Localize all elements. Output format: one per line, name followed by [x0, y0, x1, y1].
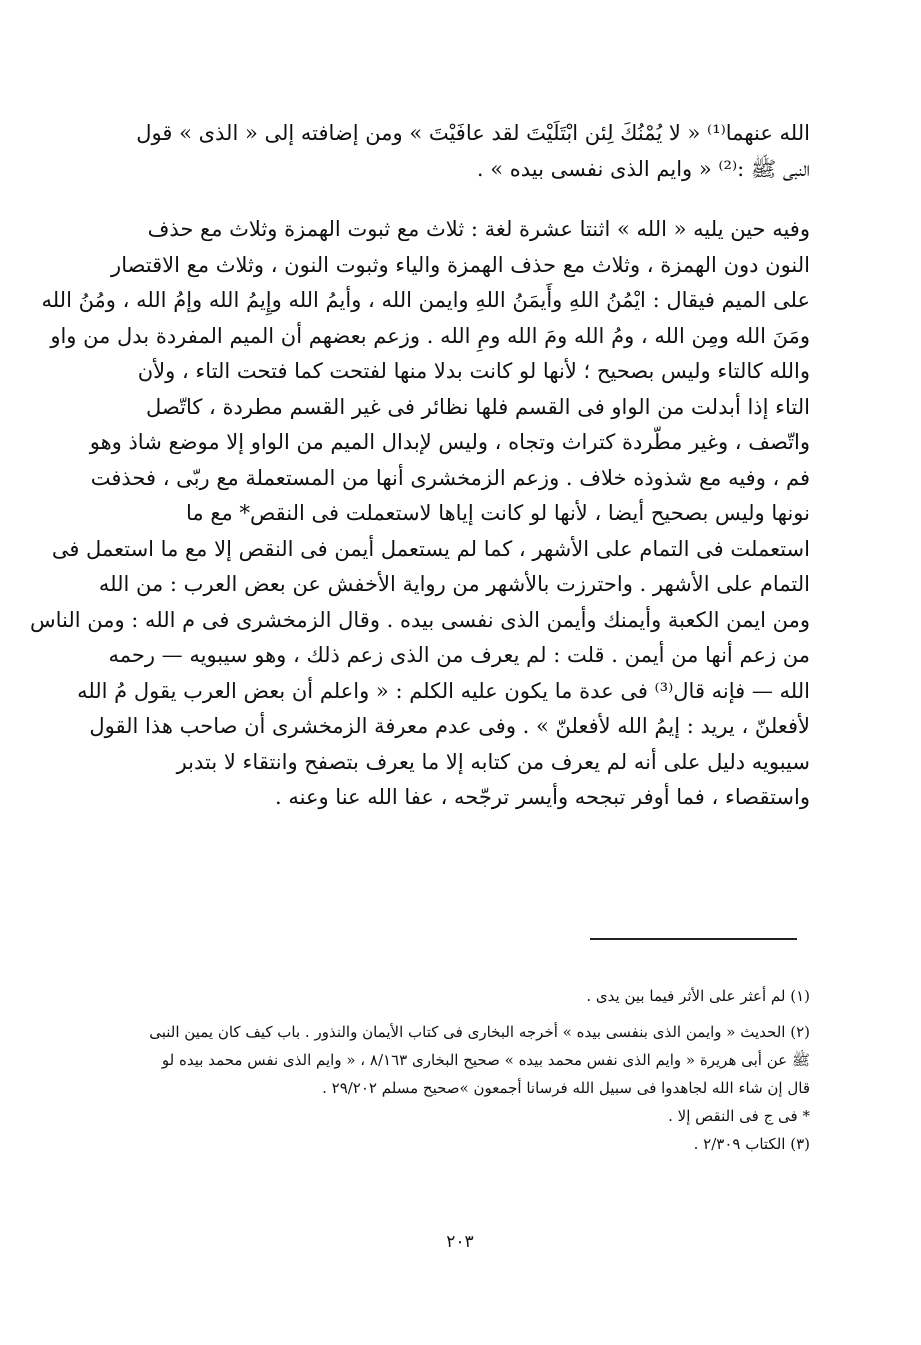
- footnote-2-line: (٢) الحديث « وايمن الذى بنفسى بيده » أخرجه البخارى فى كتاب الأيمان والنذور . باب كيف كان يمين النبى: [149, 1023, 810, 1041]
- text-line: التاء إذا أبدلت من الواو فى القسم فلها نظائر فى غير القسم مطردة ، كاتّصل: [146, 394, 810, 419]
- text-line: التمام على الأشهر . واحترزت بالأشهر من رواية الأخفش عن بعض العرب : من الله: [98, 572, 810, 596]
- text-line: من زعم أنها من أيمن . قلت : لم يعرف من الذى زعم ذلك ، وهو سيبويه — رحمه: [108, 643, 810, 667]
- footnote-1: (١) لم أعثر على الأثر فيما بين يدى .: [586, 987, 810, 1005]
- text-line: سيبويه دليل على أنه لم يعرف من كتابه إلا ما يعرف بتصفح وانتقاء لا بتدبر: [176, 749, 810, 774]
- text-line: الله عنهما⁽¹⁾ « لا يُمْنُكَ لِئن ابْتَلَيْتَ لقد عافَيْتَ » ومن إضافته إلى « الذى » قول: [136, 121, 810, 145]
- text-line: واستقصاء ، فما أوفر تبجحه وأيسر ترجّحه ، عفا الله عنا وعنه .: [275, 785, 810, 809]
- text-line: واتّصف ، وغير مطّردة كتراث وتجاه ، وليس لإبدال الميم من الواو إلا موضع شاذ وهو: [89, 430, 810, 454]
- text-line: النون دون الهمزة ، وثلاث مع حذف الهمزة والياء وثبوت النون ، وثلاث مع الاقتصار: [111, 252, 810, 277]
- footnote-2-line: قال إن شاء الله لجاهدوا فى سبيل الله فرسانا أجمعون »صحيح مسلم ٢٩/٢٠٢ .: [322, 1079, 810, 1097]
- paragraph-2: [29, 212, 810, 816]
- text-line: النبى ﷺ :⁽²⁾ « وايم الذى نفسى بيده » .: [476, 156, 810, 181]
- text-line: وفيه حين يليه « الله » اثنتا عشرة لغة : ثلاث مع ثبوت الهمزة وثلاث مع حذف: [147, 217, 810, 241]
- footnote-3: (٣) الكتاب ٢/٣٠٩ .: [693, 1135, 810, 1153]
- text-line: الله — فإنه قال⁽³⁾ فى عدة ما يكون عليه الكلم : « واعلم أن بعض العرب يقول مُ الله: [77, 678, 810, 703]
- text-line: لأفعلنّ ، يريد : إيمُ الله لأفعلنّ » . وفى عدم معرفة الزمخشرى أن صاحب هذا القول: [89, 714, 810, 738]
- footnote-2-line: ﷺ عن أبى هريرة « وايم الذى نفس محمد بيده » صحيح البخارى ٨/١٦٣ ، « وايم الذى نفس محمد بيده لو: [161, 1051, 810, 1069]
- text-line: ومَنَ الله ومِن الله ، ومُ الله ومَ الله ومِ الله . وزعم بعضهم أن الميم المفردة بدل من واو: [50, 323, 810, 348]
- text-line: والله كالتاء وليس بصحيح ؛ لأنها لو كانت بدلا منها لفتحت كما فتحت التاء ، ولأن: [137, 359, 810, 383]
- text-line: على الميم فيقال : ايْمُنُ اللهِ وأَيمَنُ اللهِ وايمن الله ، وأيمُ الله وإِيمُ الله وإمُ الله ، ومُنُ الله: [41, 288, 810, 312]
- footnotes: [118, 982, 810, 1158]
- footnote-divider: [590, 938, 797, 940]
- text-line: نونها وليس بصحيح أيضا ، لأنها لو كانت إياها لاستعملت فى النقص* مع ما: [186, 501, 810, 525]
- text-line: استعملت فى التمام على الأشهر ، كما لم يستعمل أيمن فى النقص إلا مع ما استعمل فى: [51, 536, 810, 561]
- footnote-star: * فى ج فى النقص إلا .: [668, 1107, 810, 1125]
- text-line: ومن ايمن الكعبة وأيمنك وأيمن الذى نفسى بيده . وقال الزمخشرى فى م الله : ومن الناس: [29, 607, 810, 632]
- page-number: ٢٠٣: [446, 1232, 474, 1252]
- text-line: فم ، وفيه مع شذوذه خلاف . وزعم الزمخشرى أنها من المستعملة مع ربّى ، فحذفت: [90, 465, 810, 490]
- paragraph-1: [118, 116, 810, 187]
